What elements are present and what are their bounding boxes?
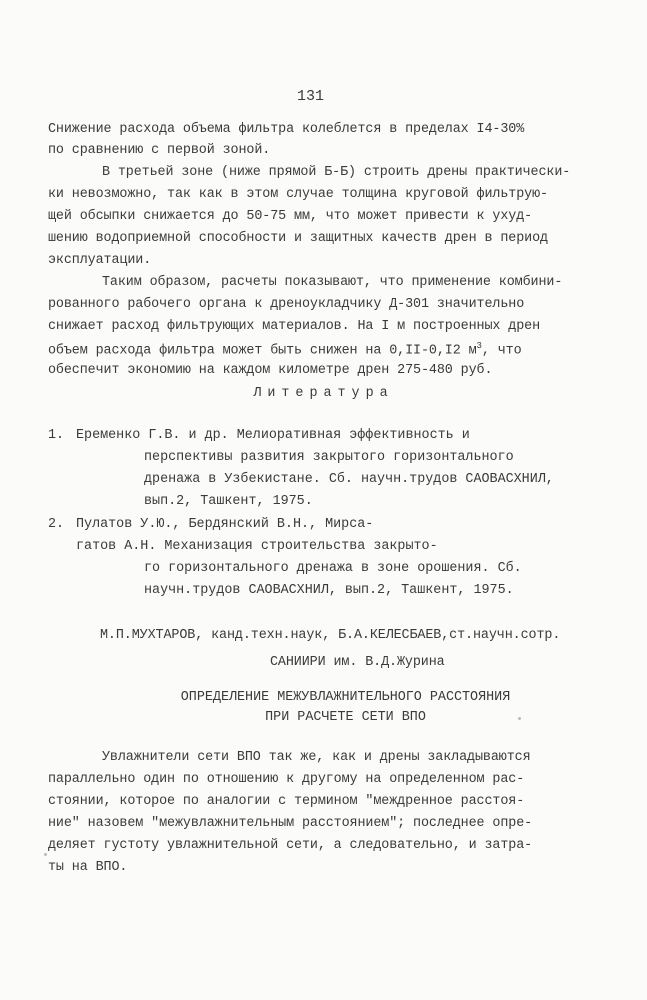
institution-line: САНИИРИ им. В.Д.Журина (270, 655, 445, 670)
paper-speck (44, 853, 47, 856)
literature-heading: Литература (253, 386, 394, 401)
text-line: обеспечит экономию на каждом километре дрен 275-480 руб. (48, 363, 493, 378)
authors-line: М.П.МУХТАРОВ, канд.техн.наук, Б.А.КЕЛЕСБАЕВ,ст.научн.сотр. (100, 628, 561, 643)
text-line: деляет густоту увлажнительной сети, а следовательно, и затра- (48, 838, 533, 853)
text-line: Снижение расхода объема фильтра колеблется в пределах I4-30% (48, 122, 525, 137)
text-segment: , что (481, 343, 522, 359)
superscript: 3 (476, 341, 482, 351)
paper-speck (518, 717, 521, 720)
text-line: по сравнению с первой зоной. (48, 143, 271, 158)
text-line: Таким образом, расчеты показывают, что применение комбини- (102, 275, 563, 290)
reference-line: вып.2, Ташкент, 1975. (144, 494, 313, 509)
reference-line: го горизонтального дренажа в зоне орошения. Сб. (144, 561, 522, 576)
reference-line: перспективы развития закрытого горизонтального (144, 450, 514, 465)
reference-number: 2. (48, 517, 65, 532)
article-title-line: ОПРЕДЕЛЕНИЕ МЕЖУВЛАЖНИТЕЛЬНОГО РАССТОЯНИЯ (180, 690, 511, 705)
text-line: щей обсыпки снижается до 50-75 мм, что может привести к ухуд- (48, 209, 533, 224)
text-line: параллельно один по отношению к другому на определенном рас- (48, 772, 525, 787)
text-segment: объем расхода фильтра может быть снижен на 0,II-0,I2 м (48, 343, 477, 359)
text-line-with-superscript (48, 341, 522, 358)
reference-line: Пулатов У.Ю., Бердянский В.Н., Мирса- (76, 517, 374, 532)
page-number: 131 (297, 88, 325, 105)
text-line: рованного рабочего органа к дреноукладчику Д-301 значительно (48, 297, 525, 312)
reference-line: Еременко Г.В. и др. Мелиоративная эффективность и (76, 428, 470, 443)
text-line: ки невозможно, так как в этом случае толщина круговой фильтрую- (48, 187, 548, 202)
reference-number: 1. (48, 428, 65, 443)
text-line: ты на ВПО. (48, 860, 128, 875)
text-line: эксплуатации. (48, 253, 152, 268)
text-line: стоянии, которое по аналогии с термином "междренное расстоя- (48, 794, 525, 809)
text-line: ние" назовем "межувлажнительным расстоянием"; последнее опре- (48, 816, 533, 831)
text-line: снижает расход фильтрующих материалов. На I м построенных дрен (48, 319, 541, 334)
reference-line: научн.трудов САОВАСХНИЛ, вып.2, Ташкент, 1975. (144, 583, 514, 598)
reference-line: дренажа в Узбекистане. Сб. научн.трудов САОВАСХНИЛ, (144, 472, 554, 487)
reference-line: гатов А.Н. Механизация строительства закрыто- (76, 539, 438, 554)
text-line: шению водоприемной способности и защитных качеств дрен в период (48, 231, 548, 246)
text-line: Увлажнители сети ВПО так же, как и дрены закладываются (102, 750, 531, 765)
article-title-line: ПРИ РАСЧЕТЕ СЕТИ ВПО (265, 710, 426, 725)
text-line: В третьей зоне (ниже прямой Б-Б) строить дрены практически- (102, 165, 571, 180)
